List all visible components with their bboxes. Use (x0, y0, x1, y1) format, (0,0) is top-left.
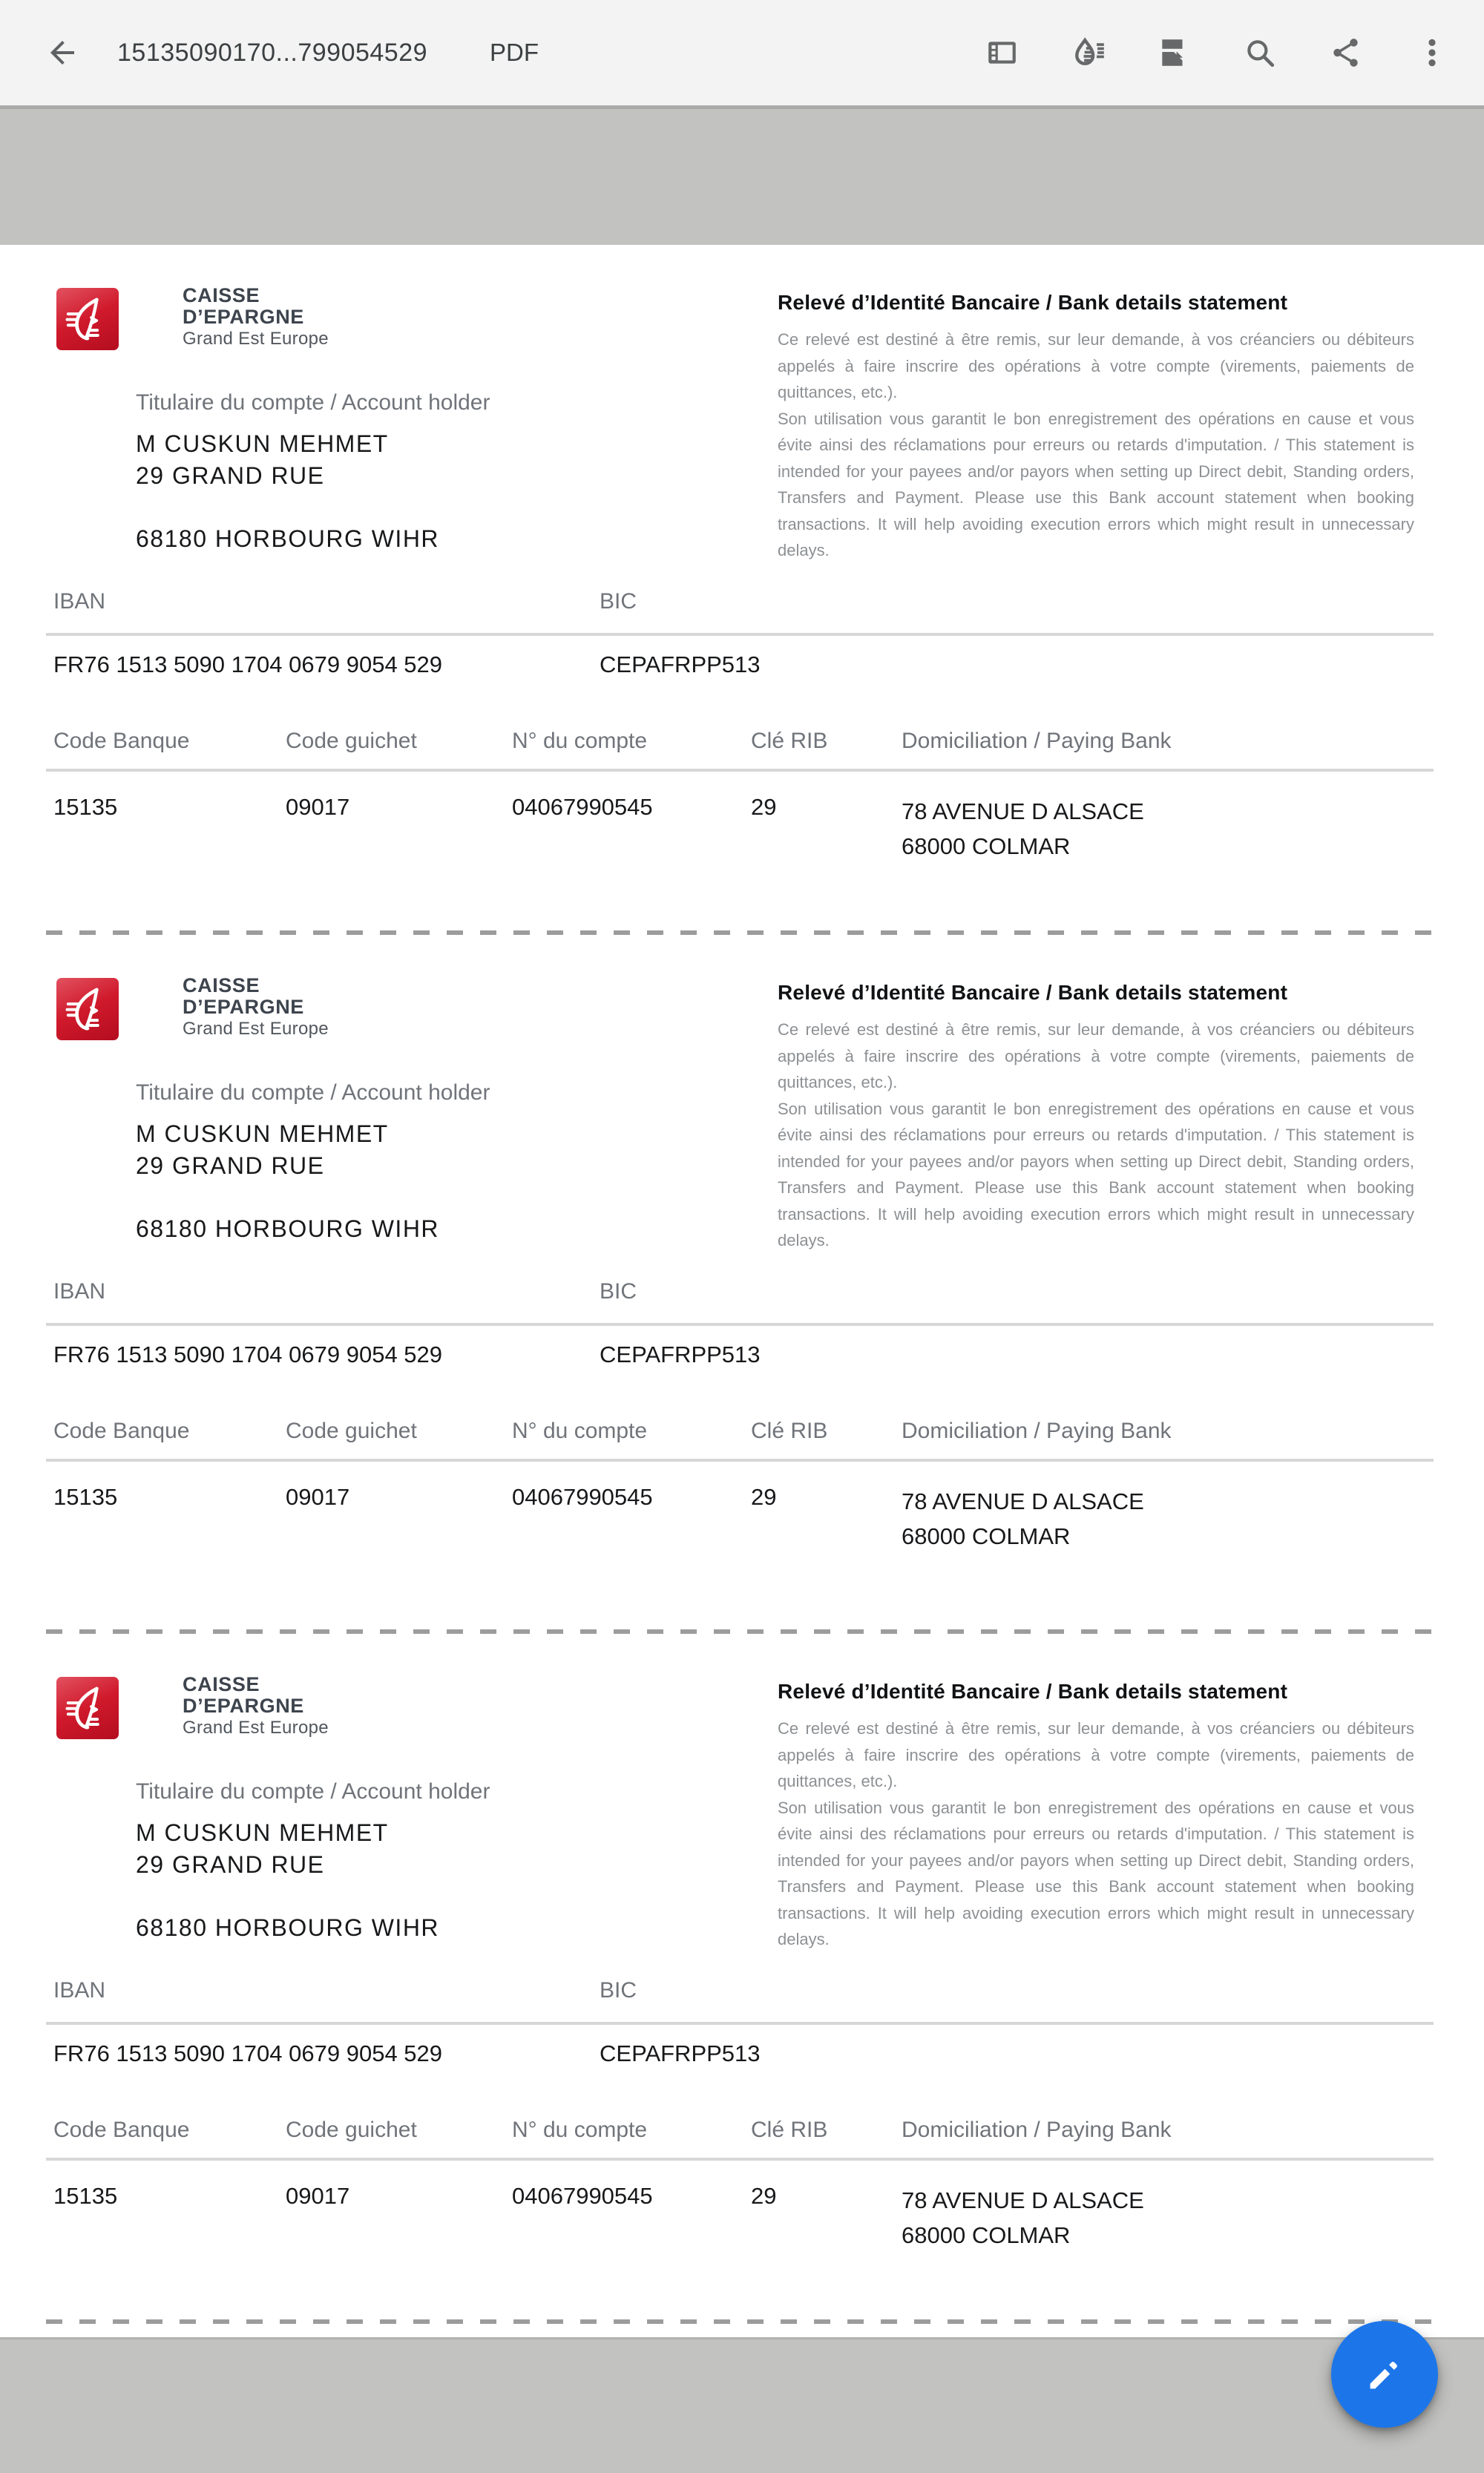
share-button[interactable] (1324, 30, 1368, 75)
bank-region: Grand Est Europe (183, 1019, 329, 1039)
bank-wordmark (183, 1674, 329, 1738)
domiciliation-line2: 68000 COLMAR (902, 833, 1071, 859)
statement-title: Relevé d’Identité Bancaire / Bank details statement (778, 1680, 1288, 1703)
table-header-bank-code: Code Banque (53, 729, 190, 753)
more-options-icon (1415, 36, 1449, 70)
iban-label: IBAN (53, 1978, 106, 2003)
back-arrow-icon (45, 35, 80, 70)
search-button[interactable] (1238, 30, 1282, 75)
bank-logo (56, 1677, 119, 1739)
account-holder-city: 68180 HORBOURG WIHR (136, 1914, 440, 1941)
bank-name-line2: D’EPARGNE (183, 1695, 304, 1717)
annotate-ink-button[interactable] (1066, 30, 1110, 75)
account-number-value: 04067990545 (512, 2183, 653, 2209)
rib-slip (0, 1634, 1484, 2324)
bank-name-line1: CAISSE (183, 284, 260, 306)
bic-label: BIC (600, 589, 637, 614)
bank-name-line1: CAISSE (183, 1673, 260, 1695)
statement-title: Relevé d’Identité Bancaire / Bank details statement (778, 291, 1288, 314)
rib-slip (0, 935, 1484, 1634)
bank-logo (56, 288, 119, 350)
bank-name-line2: D’EPARGNE (183, 996, 304, 1018)
bic-value: CEPAFRPP513 (600, 2040, 761, 2066)
rib-key-value: 29 (751, 1484, 777, 1510)
bank-code-value: 15135 (53, 1484, 118, 1510)
rib-slip (0, 245, 1484, 935)
domiciliation-line1: 78 AVENUE D ALSACE (902, 2187, 1144, 2213)
bank-region: Grand Est Europe (183, 1718, 329, 1738)
statement-description (778, 1017, 1414, 1254)
thumbnail-view-button[interactable] (979, 30, 1024, 75)
domiciliation-line2: 68000 COLMAR (902, 2222, 1071, 2248)
domiciliation-line1: 78 AVENUE D ALSACE (902, 798, 1144, 824)
divider (46, 633, 1434, 636)
document-type-label: PDF (490, 39, 539, 66)
iban-value: FR76 1513 5090 1704 0679 9054 529 (53, 1341, 443, 1367)
table-header-domiciliation: Domiciliation / Paying Bank (902, 2118, 1172, 2142)
bic-label: BIC (600, 1978, 637, 2003)
table-header-account-number: N° du compte (512, 729, 648, 753)
search-icon (1243, 36, 1277, 70)
divider (46, 1323, 1434, 1326)
pdf-viewer-toolbar (0, 0, 1484, 105)
bank-name-line1: CAISSE (183, 974, 260, 996)
statement-description-en: Son utilisation vous garantit le bon enregistrement des opérations en cause et vous évite ainsi des réclamations pour erreurs ou retards d'imputation. / This statement is intended for your payees and/or payors when setting up Direct debit, Standing orders, Transfers and Payment. Please use this Bank account statement when booking transactions. It will help avoiding execution errors which might result in unnecessary delays. (778, 1099, 1414, 1249)
page-scroll-view-button[interactable] (1152, 30, 1196, 75)
viewer-margin-top (0, 105, 1484, 245)
table-header-domiciliation: Domiciliation / Paying Bank (902, 1419, 1172, 1443)
divider (46, 2022, 1434, 2025)
domiciliation-value (902, 1484, 1144, 1554)
statement-title: Relevé d’Identité Bancaire / Bank details statement (778, 981, 1288, 1004)
account-holder-street: 29 GRAND RUE (136, 1851, 325, 1878)
pdf-page (0, 245, 1484, 2337)
iban-value: FR76 1513 5090 1704 0679 9054 529 (53, 651, 443, 677)
account-holder-name: M CUSKUN MEHMET (136, 430, 389, 457)
bic-label: BIC (600, 1279, 637, 1304)
account-number-value: 04067990545 (512, 1484, 653, 1510)
account-holder-city: 68180 HORBOURG WIHR (136, 525, 440, 552)
annotate-ink-icon (1070, 35, 1106, 70)
account-holder-label: Titulaire du compte / Account holder (136, 1779, 490, 1804)
domiciliation-value (902, 2183, 1144, 2253)
bank-code-value: 15135 (53, 2183, 118, 2209)
bic-value: CEPAFRPP513 (600, 1341, 761, 1367)
account-holder-city: 68180 HORBOURG WIHR (136, 1215, 440, 1242)
rib-key-value: 29 (751, 794, 777, 820)
iban-value: FR76 1513 5090 1704 0679 9054 529 (53, 2040, 443, 2066)
branch-code-value: 09017 (286, 2183, 350, 2209)
statement-description-fr: Ce relevé est destiné à être remis, sur leur demande, à vos créanciers ou débiteurs appelés à faire inscrire des opérations à votre compte (virements, paiements de quittances, etc.). (778, 1719, 1414, 1790)
domiciliation-value (902, 794, 1144, 864)
more-options-button[interactable] (1410, 30, 1454, 75)
bank-name-line2: D’EPARGNE (183, 306, 304, 328)
account-number-value: 04067990545 (512, 794, 653, 820)
viewer-margin-bottom (0, 2337, 1484, 2473)
table-header-rib-key: Clé RIB (751, 729, 828, 753)
table-header-rib-key: Clé RIB (751, 2118, 828, 2142)
account-holder-label: Titulaire du compte / Account holder (136, 390, 490, 415)
table-header-account-number: N° du compte (512, 1419, 648, 1443)
table-header-rib-key: Clé RIB (751, 1419, 828, 1443)
page-scroll-view-icon (1157, 36, 1191, 70)
caisse-epargne-squirrel-icon (63, 295, 112, 344)
domiciliation-line1: 78 AVENUE D ALSACE (902, 1488, 1144, 1514)
table-header-branch-code: Code guichet (286, 2118, 417, 2142)
account-holder-street: 29 GRAND RUE (136, 462, 325, 489)
bic-value: CEPAFRPP513 (600, 651, 761, 677)
back-button[interactable] (36, 26, 89, 79)
document-title: 15135090170...799054529 (117, 38, 428, 67)
branch-code-value: 09017 (286, 1484, 350, 1510)
divider (46, 1459, 1434, 1462)
iban-label: IBAN (53, 589, 106, 614)
statement-description-en: Son utilisation vous garantit le bon enregistrement des opérations en cause et vous évite ainsi des réclamations pour erreurs ou retards d'imputation. / This statement is intended for your payees and/or payors when setting up Direct debit, Standing orders, Transfers and Payment. Please use this Bank account statement when booking transactions. It will help avoiding execution errors which might result in unnecessary delays. (778, 409, 1414, 559)
statement-description-fr: Ce relevé est destiné à être remis, sur leur demande, à vos créanciers ou débiteurs appelés à faire inscrire des opérations à votre compte (virements, paiements de quittances, etc.). (778, 330, 1414, 401)
iban-label: IBAN (53, 1279, 106, 1304)
account-holder-name: M CUSKUN MEHMET (136, 1120, 389, 1147)
thumbnail-view-icon (985, 36, 1019, 70)
table-header-branch-code: Code guichet (286, 1419, 417, 1443)
table-header-account-number: N° du compte (512, 2118, 648, 2142)
toolbar-actions (979, 0, 1454, 105)
domiciliation-line2: 68000 COLMAR (902, 1523, 1071, 1549)
statement-description (778, 1715, 1414, 1953)
edit-annotate-fab[interactable] (1331, 2321, 1438, 2428)
table-header-domiciliation: Domiciliation / Paying Bank (902, 729, 1172, 753)
bank-logo (56, 978, 119, 1040)
divider (46, 2158, 1434, 2161)
caisse-epargne-squirrel-icon (63, 1684, 112, 1733)
statement-description-en: Son utilisation vous garantit le bon enregistrement des opérations en cause et vous évite ainsi des réclamations pour erreurs ou retards d'imputation. / This statement is intended for your payees and/or payors when setting up Direct debit, Standing orders, Transfers and Payment. Please use this Bank account statement when booking transactions. It will help avoiding execution errors which might result in unnecessary delays. (778, 1798, 1414, 1948)
divider (46, 769, 1434, 772)
edit-pencil-icon (1362, 2351, 1408, 2397)
bank-wordmark (183, 975, 329, 1040)
caisse-epargne-squirrel-icon (63, 985, 112, 1034)
account-holder-name: M CUSKUN MEHMET (136, 1819, 389, 1846)
table-header-bank-code: Code Banque (53, 2118, 190, 2142)
bank-region: Grand Est Europe (183, 329, 329, 349)
bank-wordmark (183, 285, 329, 349)
bank-code-value: 15135 (53, 794, 118, 820)
table-header-bank-code: Code Banque (53, 1419, 190, 1443)
account-holder-street: 29 GRAND RUE (136, 1152, 325, 1179)
account-holder-label: Titulaire du compte / Account holder (136, 1080, 490, 1105)
cut-line (46, 2319, 1434, 2324)
rib-key-value: 29 (751, 2183, 777, 2209)
table-header-branch-code: Code guichet (286, 729, 417, 753)
share-icon (1329, 36, 1363, 70)
statement-description-fr: Ce relevé est destiné à être remis, sur leur demande, à vos créanciers ou débiteurs appelés à faire inscrire des opérations à votre compte (virements, paiements de quittances, etc.). (778, 1020, 1414, 1091)
branch-code-value: 09017 (286, 794, 350, 820)
statement-description (778, 326, 1414, 564)
